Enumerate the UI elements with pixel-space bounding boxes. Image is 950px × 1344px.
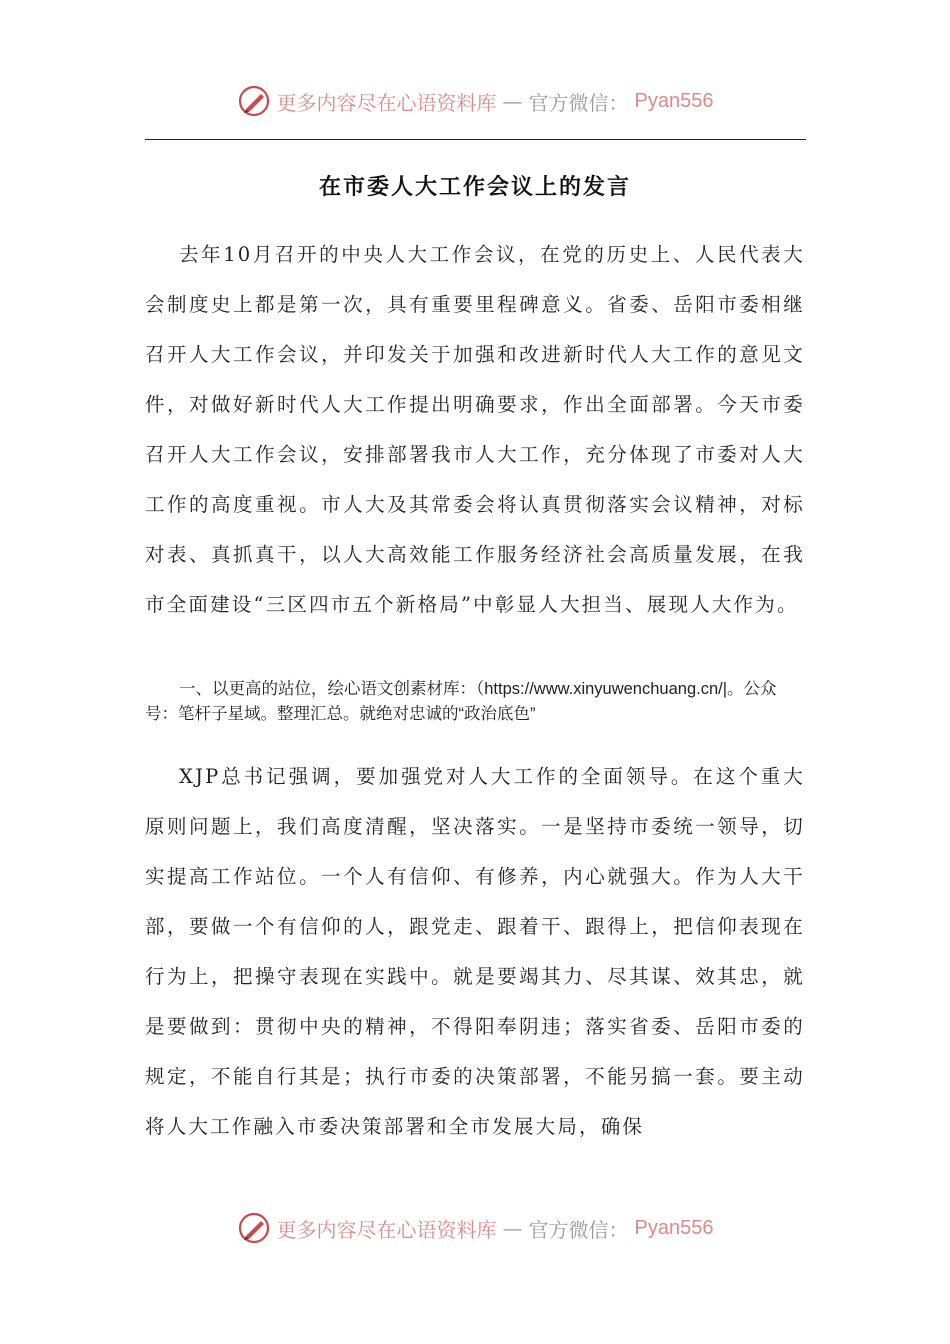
- watermark-dash: —: [502, 89, 523, 113]
- watermark-brand: 更多内容尽在心语资料库: [276, 1217, 497, 1242]
- watermark-dash: —: [502, 1216, 523, 1240]
- watermark-wechat-id: Pyan556: [634, 1216, 714, 1239]
- header-watermark: [0, 84, 950, 118]
- document-title: 在市委人大工作会议上的发言: [318, 174, 631, 200]
- watermark-brand: 更多内容尽在心语资料库: [276, 90, 497, 115]
- section-heading-1: 一、以更高的站位，绘心语文创素材库：（https://www.xinyuwenchuang.cn/|。公众号：笔杆子星域。整理汇总。就绝对忠诚的“政治底色”: [145, 680, 777, 723]
- pen-logo-icon: [237, 84, 271, 118]
- watermark-official: 官方微信：: [528, 90, 629, 115]
- footer-watermark: [0, 1211, 950, 1245]
- watermark-official: 官方微信：: [528, 1217, 629, 1242]
- watermark-wechat-id: Pyan556: [634, 89, 714, 112]
- paragraph-section-1: XJP总书记强调，要加强党对人大工作的全面领导。在这个重大原则问题上，我们高度清醒，坚决落实。一是坚持市委统一领导，切实提高工作站位。一个人有信仰、有修养，内心就强大。作为人大干部，要做一个有信仰的人，跟党走、跟着干、跟得上，把信仰表现在行为上，把操守表现在实践中。就是要竭其力、尽其谋、效其忠，就是要做到：贯彻中央的精神，不得阳奉阴违；落实省委、岳阳市委的规定，不能自行其是；执行市委的决策部署，不能另搞一套。要主动将人大工作融入市委决策部署和全市发展大局，确保: [145, 765, 805, 1138]
- header-divider: [145, 139, 806, 140]
- pen-logo-icon: [237, 1211, 271, 1245]
- paragraph-intro: 去年10月召开的中央人大工作会议，在党的历史上、人民代表大会制度史上都是第一次，具有重要里程碑意义。省委、岳阳市委相继召开人大工作会议，并印发关于加强和改进新时代人大工作的意见文件，对做好新时代人大工作提出明确要求，作出全面部署。今天市委召开人大工作会议，安排部署我市人大工作，充分体现了市委对人大工作的高度重视。市人大及其常委会将认真贯彻落实会议精神，对标对表、真抓真干，以人大高效能工作服务经济社会高质量发展，在我市全面建设“三区四市五个新格局”中彰显人大担当、展现人大作为。: [145, 243, 805, 616]
